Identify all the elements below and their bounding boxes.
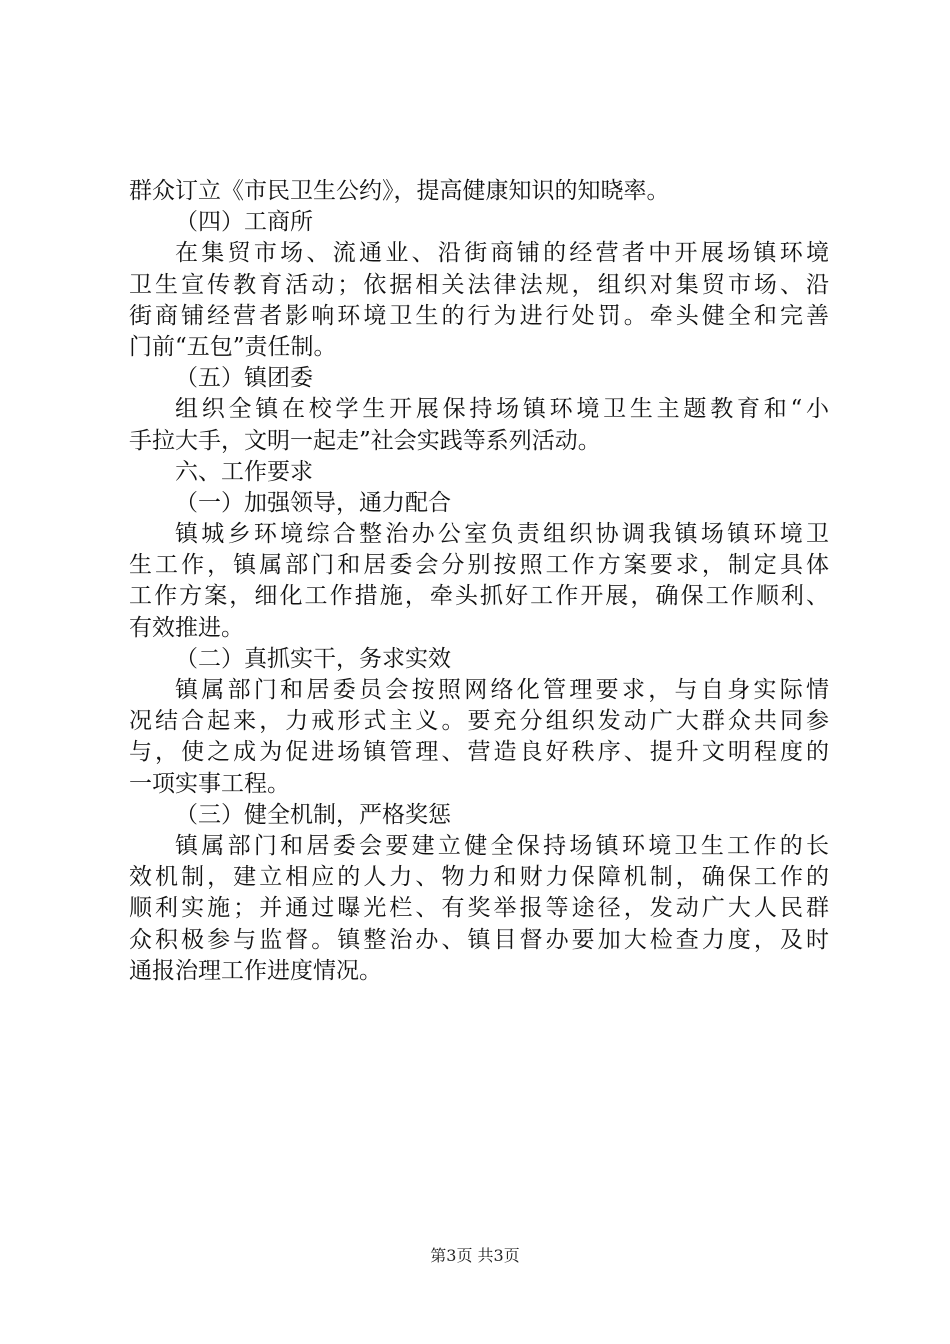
text-line: 有效推进。 xyxy=(129,614,244,641)
text-line: （一）加强领导，通力配合 xyxy=(175,489,451,516)
text-line: 在集贸市场、流通业、沿街商铺的经营者中开展场镇环境 xyxy=(175,240,829,267)
text-line: （三）健全机制，严格奖惩 xyxy=(175,801,451,828)
text-line: （五）镇团委 xyxy=(175,365,313,392)
text-line: 组织全镇在校学生开展保持场镇环境卫生主题教育和“小 xyxy=(175,396,829,423)
text-line: 生工作，镇属部门和居委会分别按照工作方案要求，制定具体 xyxy=(129,552,829,579)
text-line: 街商铺经营者影响环境卫生的行为进行处罚。牵头健全和完善 xyxy=(129,302,829,329)
text-line: 门前“五包”责任制。 xyxy=(129,333,337,360)
text-line: 卫生宣传教育活动；依据相关法律法规，组织对集贸市场、沿 xyxy=(129,271,829,298)
text-line: 镇属部门和居委会要建立健全保持场镇环境卫生工作的长 xyxy=(175,832,829,859)
text-line: 众积极参与监督。镇整治办、镇目督办要加大检查力度，及时 xyxy=(129,926,829,953)
text-line: 镇属部门和居委员会按照网络化管理要求，与自身实际情 xyxy=(175,677,829,703)
text-line: 况结合起来，力戒形式主义。要充分组织发动广大群众共同参 xyxy=(129,708,829,735)
text-line: （二）真抓实干，务求实效 xyxy=(175,645,451,672)
text-line: 工作方案，细化工作措施，牵头抓好工作开展，确保工作顺利、 xyxy=(129,583,829,610)
text-line: 六、工作要求 xyxy=(175,458,313,485)
text-line: （四）工商所 xyxy=(175,209,313,236)
text-line: 群众订立《市民卫生公约》，提高健康知识的知晓率。 xyxy=(129,178,670,204)
text-line: 顺利实施；并通过曝光栏、有奖举报等途径，发动广大人民群 xyxy=(129,895,829,922)
text-line: 一项实事工程。 xyxy=(129,770,290,797)
text-line: 与，使之成为促进场镇管理、营造良好秩序、提升文明程度的 xyxy=(129,739,829,766)
text-line: 效机制，建立相应的人力、物力和财力保障机制，确保工作的 xyxy=(129,864,829,891)
text-line: 镇城乡环境综合整治办公室负责组织协调我镇场镇环境卫 xyxy=(175,521,829,548)
document-body xyxy=(129,176,829,987)
page-footer: 第3页 共3页 xyxy=(430,1246,520,1265)
text-line: 通报治理工作进度情况。 xyxy=(129,957,382,984)
text-line: 手拉大手，文明一起走”社会实践等系列活动。 xyxy=(129,427,601,454)
